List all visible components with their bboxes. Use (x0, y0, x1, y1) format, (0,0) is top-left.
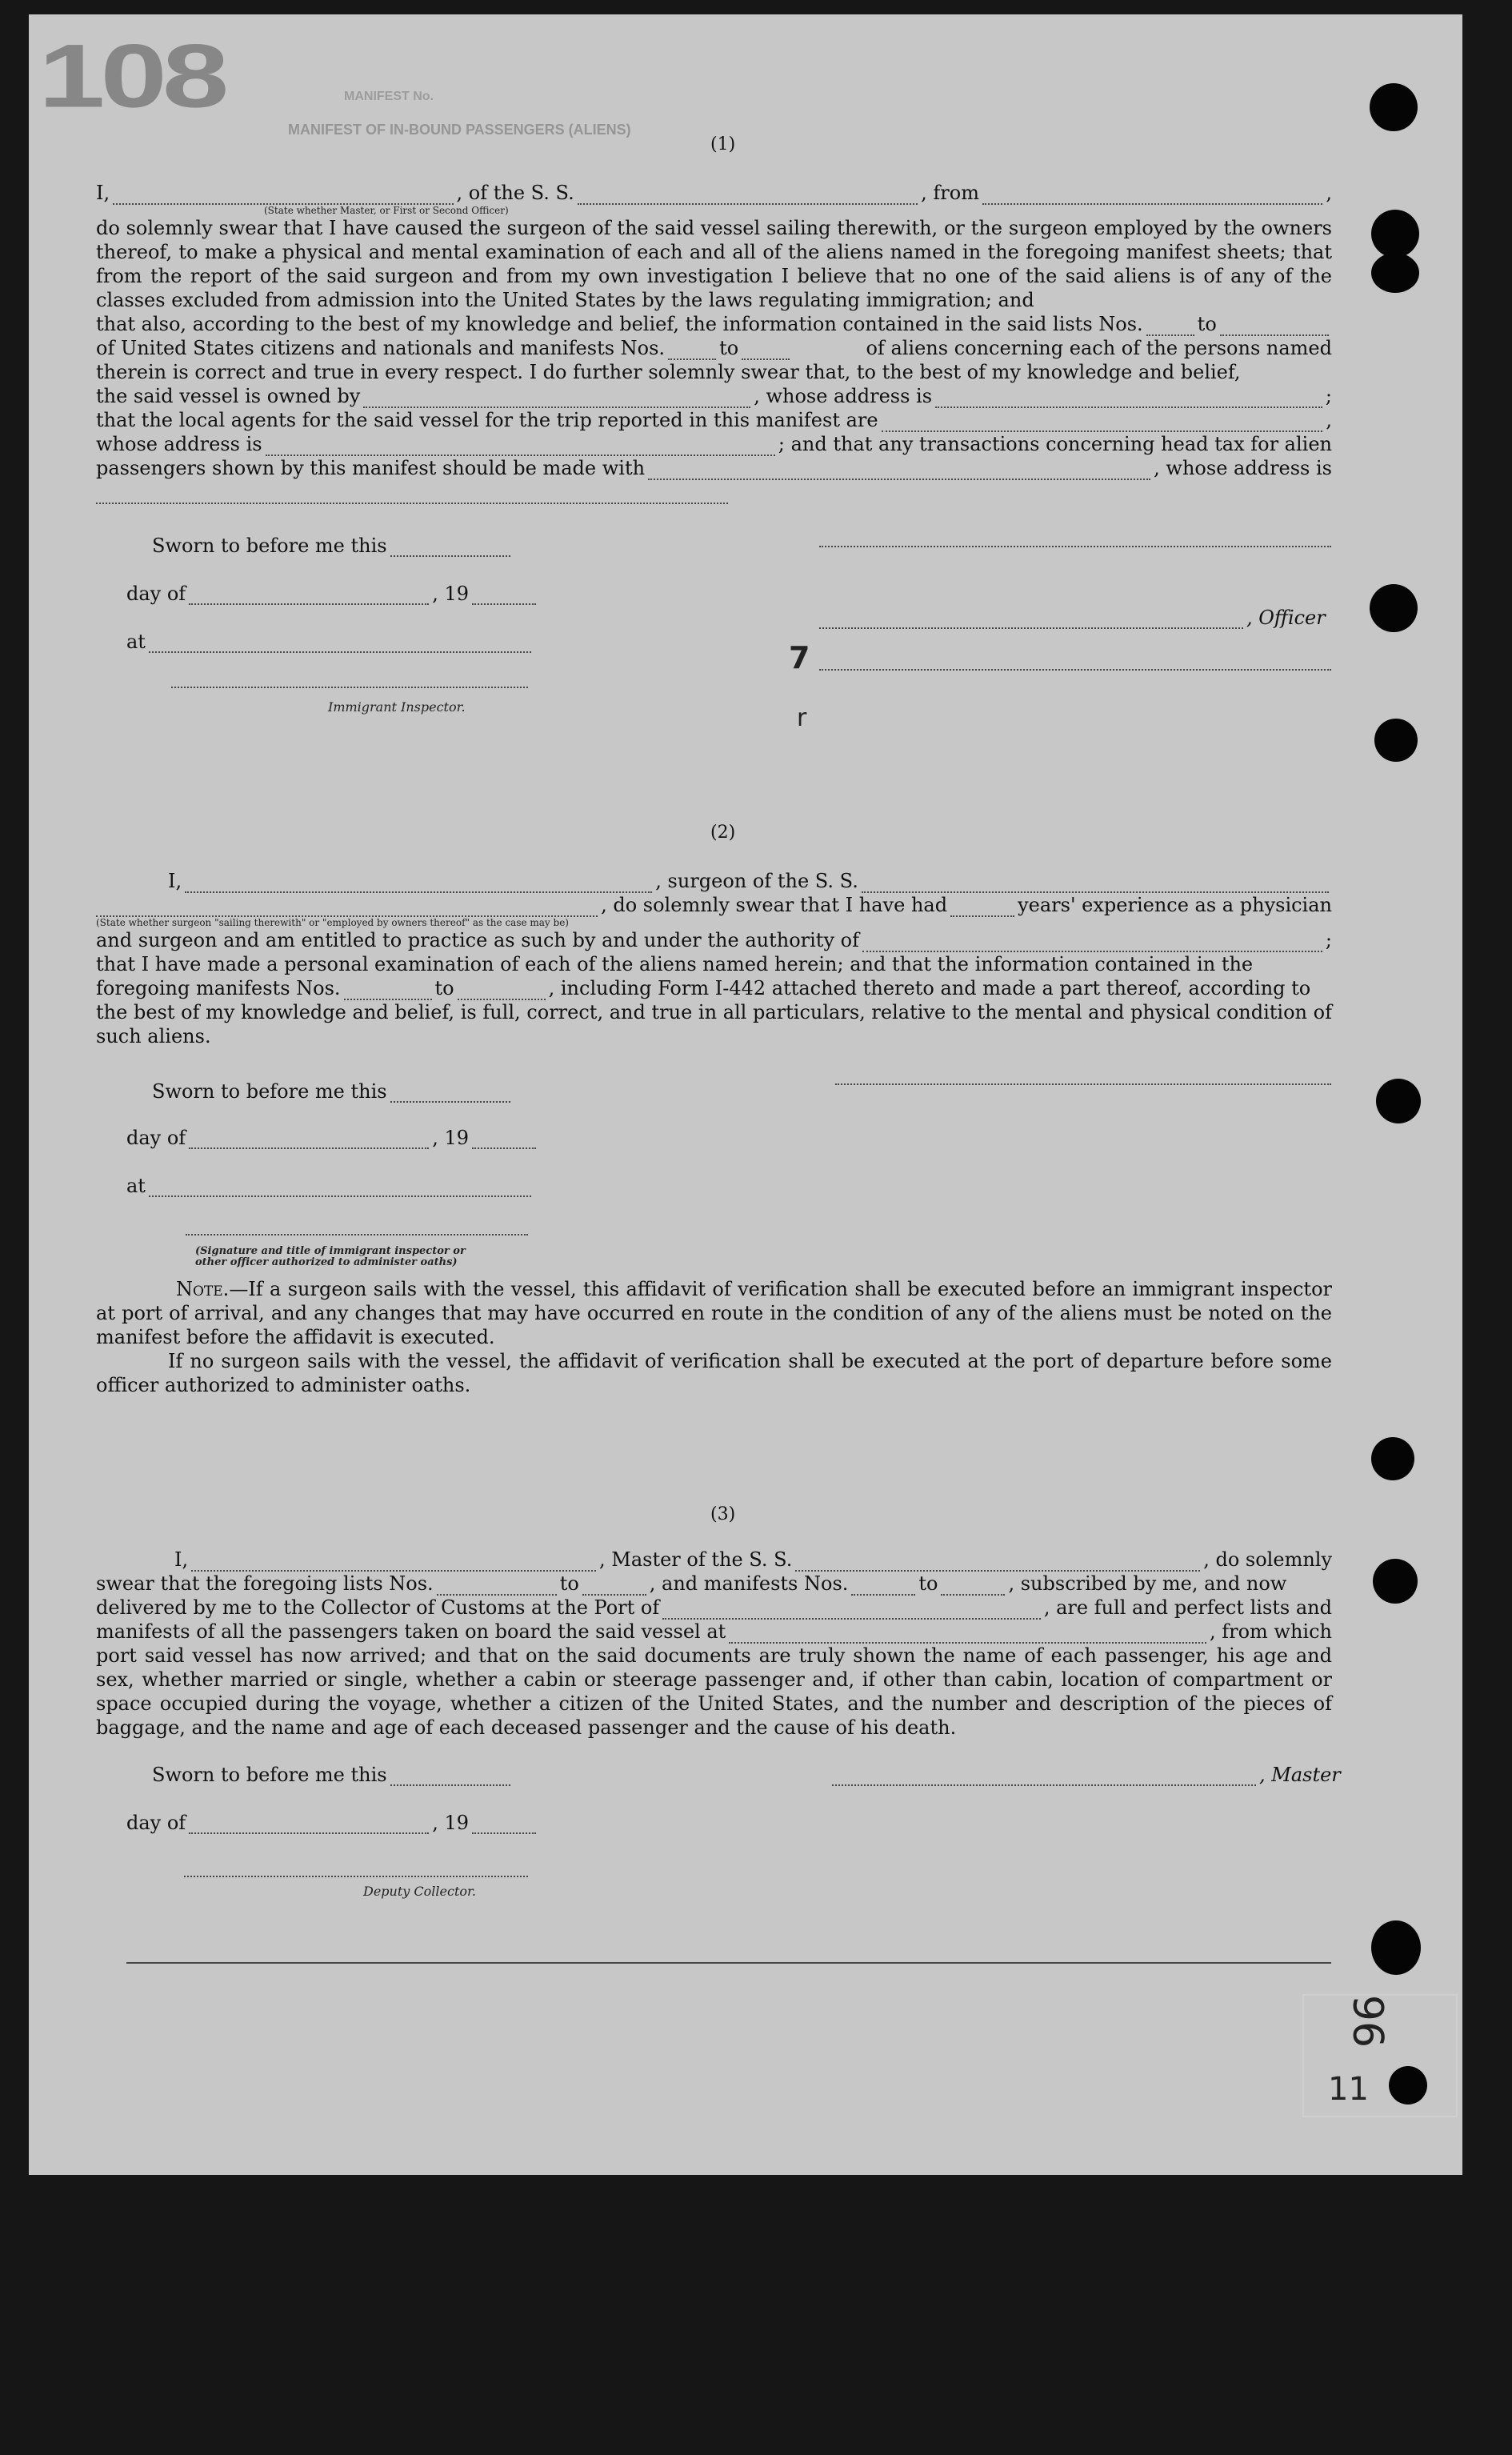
s2-sworn-row: Sworn to before me this (152, 1080, 514, 1103)
agents-field[interactable] (882, 415, 1323, 432)
s3-year-field[interactable] (472, 1816, 536, 1834)
punch-hole (1370, 83, 1418, 131)
punch-hole (1370, 584, 1418, 632)
note-heading: Note.— (176, 1278, 249, 1300)
owner-field[interactable] (363, 390, 750, 408)
departure-port-field[interactable] (982, 187, 1322, 205)
s2-line-2: , do solemnly swear that I have had years' experience as a physician (96, 893, 1332, 917)
s1-officer-instruction: (State whether Master, or First or Second Officer) (264, 205, 509, 216)
vessel-name-field[interactable] (578, 187, 918, 205)
s1-at-row: at (126, 631, 534, 653)
s2-line-3: and surgeon and am entitled to practice as such by and under the authority of ; (96, 929, 1332, 951)
s1-month-field[interactable] (189, 587, 429, 605)
stamp-number-2: 11 (1328, 2071, 1369, 2108)
section-2-number: (2) (710, 823, 736, 843)
officer-name-field[interactable] (113, 187, 453, 205)
s2-surgeon-signature-line[interactable] (835, 1083, 1331, 1085)
s1-inspector-caption: Immigrant Inspector. (328, 699, 466, 715)
corner-page-number: 108 (38, 25, 225, 126)
s1-officer-signature-field[interactable] (819, 611, 1243, 629)
s2-place-field[interactable] (149, 1179, 531, 1197)
s1-line-13: passengers shown by this manifest should be made with , whose address is (96, 457, 1332, 479)
s1-lower-right-line[interactable] (819, 669, 1331, 671)
note-2: If no surgeon sails with the vessel, the affidavit of verification shall be executed at the port of departure before some officer authorized to administer oaths. (96, 1350, 1332, 1396)
s1-year-field[interactable] (472, 587, 536, 605)
s1-line-12: whose address is ; and that any transactions concerning head tax for alien (96, 433, 1332, 455)
note-body: If a surgeon sails with the vessel, this affidavit of verification shall be executed before an immigrant inspector at port of arrival, and any changes that may have occurred en route in the condition of any of the aliens must be noted on the manifest before the affidavit is executed. (96, 1278, 1332, 1348)
s1-day-row: day of , 19 (126, 583, 539, 605)
section-1-number: (1) (710, 134, 736, 154)
s2-signature-caption-2: other officer authorized to administer oaths) (195, 1256, 458, 1268)
years-experience-field[interactable] (950, 899, 1014, 917)
s1-line-8: of United States citizens and nationals and manifests Nos. to of aliens concerning each of the persons named (96, 337, 1332, 359)
s3-master-signature-field[interactable] (832, 1768, 1256, 1786)
lists-from-field[interactable] (1146, 318, 1194, 336)
ghost-manifest-title: MANIFEST OF IN-BOUND PASSENGERS (ALIENS) (288, 122, 631, 138)
s3-day-row: day of , 19 (126, 1812, 539, 1834)
s2-year-field[interactable] (472, 1131, 536, 1149)
s3-master-row: , Master (832, 1764, 1341, 1786)
practice-authority-field[interactable] (862, 935, 1322, 952)
s3-deputy-caption: Deputy Collector. (363, 1884, 476, 1899)
s2-at-row: at (126, 1175, 534, 1197)
s3-month-field[interactable] (189, 1816, 429, 1834)
margin-mark-1: 7 (789, 640, 810, 675)
s3-body-text: port said vessel has now arrived; and that on the said documents are truly shown the name of each passenger, his age and sex, whether married or single, whether a cabin or steerage passenger and, if other than cabin, location of compartment or space occupied during the voyage, whether a citizen of the United States, and the number and description of the pieces of baggage, and the name and age of each deceased passenger and the cause of his death. (96, 1644, 1332, 1739)
ghost-manifest-number: MANIFEST No. (344, 90, 434, 103)
s1-line-7: that also, according to the best of my knowledge and belief, the information contained in the said lists Nos. to (96, 312, 1332, 336)
s1-place-field[interactable] (149, 635, 531, 653)
s1-upper-right-line[interactable] (819, 546, 1331, 547)
s1-sworn-day-field[interactable] (390, 539, 510, 557)
s1-line-10: the said vessel is owned by , whose address is ; (96, 385, 1332, 407)
punch-hole (1371, 210, 1419, 258)
s1-line-9: therein is correct and true in every respect. I do further solemnly swear that, to the best of my knowledge and belief, (96, 361, 1241, 383)
s1-sworn-row: Sworn to before me this (152, 535, 514, 557)
punch-hole (1376, 1079, 1421, 1123)
section-3 (96, 1548, 1332, 1740)
surgeon-status-field[interactable] (96, 899, 598, 917)
s2-signature-caption-1: (Signature and title of immigrant inspector or (195, 1245, 466, 1257)
manifests-to-field[interactable] (742, 342, 790, 360)
section-3-number: (3) (710, 1504, 736, 1524)
s2-status-instruction: (State whether surgeon "sailing therewith" or "employed by owners thereof" as the case may be) (96, 917, 569, 928)
master-name-field[interactable] (191, 1554, 596, 1572)
head-tax-address-field[interactable] (96, 487, 728, 504)
stamp-number: 96 (1343, 1994, 1392, 2049)
section-2 (96, 869, 1332, 1048)
manifests-from-field[interactable] (668, 342, 716, 360)
s2-note (96, 1277, 1332, 1397)
s3-line-2: swear that the foregoing lists Nos. to , and manifests Nos. to , subscribed by me, and now (96, 1572, 1287, 1595)
collector-port-field[interactable] (662, 1602, 1041, 1620)
s3-manifests-from-field[interactable] (851, 1578, 915, 1596)
head-tax-party-field[interactable] (648, 463, 1150, 480)
s2-day-row: day of , 19 (126, 1127, 539, 1149)
s3-lists-from-field[interactable] (437, 1578, 557, 1596)
s2-line-4: that I have made a personal examination of each of the aliens named herein; and that the information contained in the (96, 953, 1254, 975)
s3-lists-to-field[interactable] (582, 1578, 646, 1596)
s3-line-1: I, , Master of the S. S. , do solemnly (174, 1548, 1333, 1571)
punch-hole (1371, 253, 1419, 293)
margin-mark-2: r (797, 704, 807, 732)
s3-deputy-signature-line[interactable] (184, 1876, 528, 1877)
s2-sworn-day-field[interactable] (390, 1085, 510, 1103)
punch-hole (1371, 1920, 1421, 1975)
s2-manifests-to-field[interactable] (458, 983, 546, 1000)
punch-hole (1373, 1559, 1418, 1604)
bottom-rule (126, 1962, 1331, 1964)
section-1 (96, 181, 1332, 504)
s3-vessel-field[interactable] (795, 1554, 1200, 1572)
s2-witness-signature-line[interactable] (186, 1234, 528, 1236)
s3-sworn-row: Sworn to before me this (152, 1764, 514, 1786)
s3-line-3: delivered by me to the Collector of Customs at the Port of , are full and perfect lists and (96, 1596, 1332, 1619)
s2-manifests-from-field[interactable] (344, 983, 432, 1000)
s2-vessel-field[interactable] (862, 875, 1329, 893)
s3-line-4: manifests of all the passengers taken on board the said vessel at , from which (96, 1620, 1332, 1643)
s2-line-6: the best of my knowledge and belief, is full, correct, and true in all particulars, relative to the mental and physical condition of such aliens. (96, 1001, 1332, 1047)
embarkation-port-field[interactable] (729, 1626, 1206, 1644)
s1-body-text: do solemnly swear that I have caused the surgeon of the said vessel sailing therewith, or the surgeon employed by the owners thereof, to make a physical and mental examination of each and all of the aliens named in the foregoing manifest sheets; that from the report of the said surgeon and from my own investigation I believe that no one of the said aliens is of any of the classes excluded from admission into the United States by the laws regulating immigration; and (96, 217, 1332, 311)
s3-manifests-to-field[interactable] (941, 1578, 1005, 1596)
s1-line-11: that the local agents for the said vessel for the trip reported in this manifest are , (96, 409, 1332, 431)
s2-line-1: I, , surgeon of the S. S. (96, 869, 1332, 893)
s1-inspector-signature-line[interactable] (171, 687, 528, 688)
surgeon-name-field[interactable] (185, 875, 652, 893)
s1-line-1: I, , of the S. S. , from , (96, 182, 1333, 204)
owner-address-field[interactable] (935, 390, 1322, 408)
punch-hole (1374, 719, 1418, 762)
s2-line-5: foregoing manifests Nos. to , including Form I-442 attached thereto and made a part thereof, according to (96, 977, 1311, 999)
s1-line-14 (96, 480, 1332, 504)
s2-month-field[interactable] (189, 1131, 429, 1149)
s1-officer-row: , Officer (819, 607, 1326, 629)
punch-hole (1371, 1437, 1414, 1480)
lists-to-field[interactable] (1220, 318, 1329, 336)
s3-sworn-day-field[interactable] (390, 1768, 510, 1786)
agents-address-field[interactable] (266, 439, 775, 456)
